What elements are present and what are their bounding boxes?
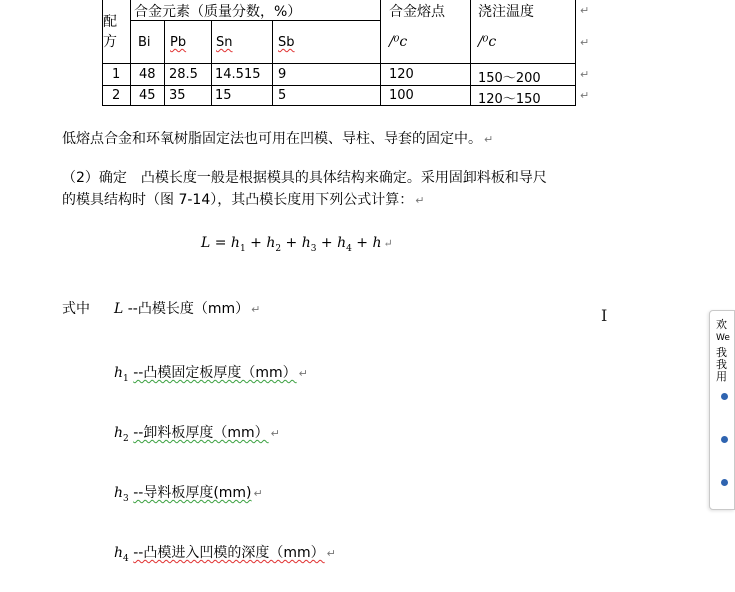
row1-pour: 150～200 xyxy=(478,71,541,86)
paragraph-punch-length-2: 的模具结构时（图 7-14），其凸模长度用下列公式计算： ↵ xyxy=(62,192,425,208)
paragraph-mark: ↵ xyxy=(580,4,590,17)
text-cursor-icon: I xyxy=(601,306,608,325)
punch-length-formula: $L = h_1 + h_2 + h_3 + h_4 + h$ ↵ xyxy=(201,235,393,254)
row2-melt: 100 xyxy=(389,88,414,103)
row2-bi: 45 xyxy=(139,88,156,103)
header-recipe: 配方 xyxy=(103,14,117,50)
row2-pour: 120～150 xyxy=(478,92,541,107)
panel-text: 我 xyxy=(716,358,727,371)
paragraph-mark: ↵ xyxy=(580,36,590,49)
header-melting-point: 合金熔点 xyxy=(389,4,445,20)
paragraph-fixing-methods: 低熔点合金和环氧树脂固定法也可用在凹模、导柱、导套的固定中。 ↵ xyxy=(62,131,494,147)
legend-item-h3: $h_3$ --导料板厚度(mm) ↵ xyxy=(114,485,263,504)
col-bi: Bi xyxy=(138,35,151,50)
row2-sn: 15 xyxy=(215,88,232,103)
side-help-panel[interactable] xyxy=(709,310,735,510)
paragraph-mark: ↵ xyxy=(580,89,590,102)
row1-bi: 48 xyxy=(139,67,156,82)
paragraph-punch-length-1: （2）确定 凸模长度一般是根据模具的具体结构来确定。采用固卸料板和导尺 xyxy=(62,170,547,186)
row2-pb: 35 xyxy=(169,88,186,103)
row2-id: 2 xyxy=(112,88,121,103)
paragraph-mark: ↵ xyxy=(580,68,590,81)
row1-pb: 28.5 xyxy=(169,67,198,82)
header-melting-unit: /⁰c xyxy=(389,34,408,50)
panel-text: We xyxy=(716,333,730,343)
legend-item-h2: $h_2$ --卸料板厚度（mm） ↵ xyxy=(114,425,280,444)
header-alloy-elements: 合金元素（质量分数，%） xyxy=(134,4,302,20)
panel-bullet-icon[interactable] xyxy=(721,436,728,443)
row1-sn: 14.515 xyxy=(215,67,261,82)
row2-sb: 5 xyxy=(278,88,287,103)
header-pour-temp: 浇注温度 xyxy=(478,4,534,20)
panel-text: 欢 xyxy=(716,318,727,331)
alloy-table xyxy=(0,0,727,110)
legend-prefix: 式中 xyxy=(62,301,90,317)
panel-bullet-icon[interactable] xyxy=(721,393,728,400)
legend-item-h4: $h_4$ --凸模进入凹模的深度（mm） ↵ xyxy=(114,545,336,564)
panel-text: 我 xyxy=(716,346,727,359)
panel-text: 用 xyxy=(716,370,727,383)
header-pour-unit: /⁰c xyxy=(478,34,497,50)
col-pb: Pb xyxy=(170,35,187,50)
col-sb: Sb xyxy=(278,35,295,50)
legend-item-L: L --凸模长度（mm） ↵ xyxy=(114,301,261,317)
row1-melt: 120 xyxy=(389,67,414,82)
row1-id: 1 xyxy=(112,67,121,82)
legend-item-h1: $h_1$ --凸模固定板厚度（mm） ↵ xyxy=(114,365,308,384)
panel-bullet-icon[interactable] xyxy=(721,479,728,486)
col-sn: Sn xyxy=(216,35,233,50)
row1-sb: 9 xyxy=(278,67,287,82)
